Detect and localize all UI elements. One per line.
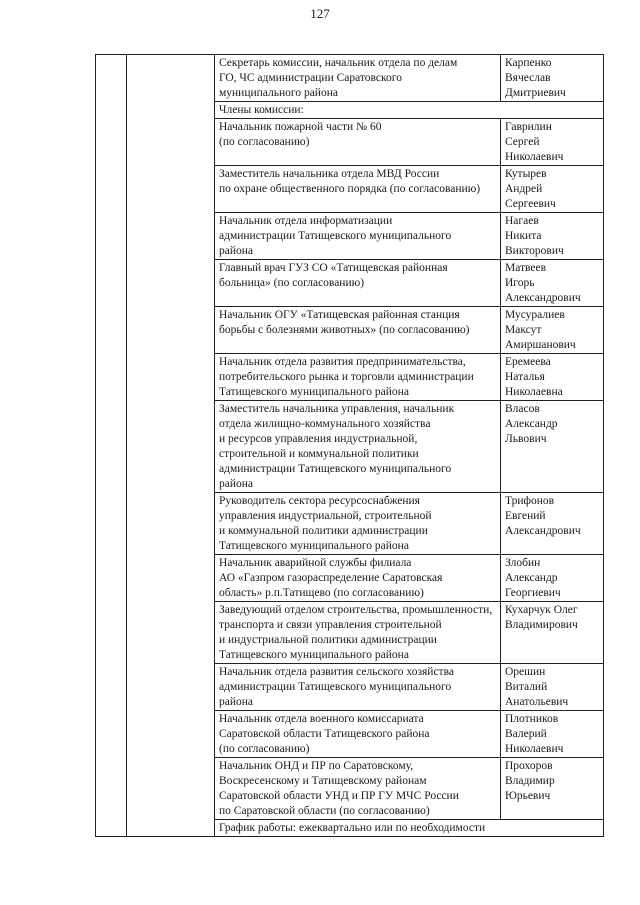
name-line: Матвеев	[505, 262, 547, 274]
name-line: Владимир	[505, 775, 555, 787]
position-line: администрации Татищевского муниципального	[219, 230, 452, 242]
position-line: строительной и коммунальной политики	[219, 448, 419, 460]
position-line: Заместитель начальника отдела МВД России	[219, 168, 440, 180]
position-line: (по согласованию)	[219, 743, 310, 755]
name-line: Евгений	[505, 510, 546, 522]
name-line: Львович	[505, 433, 547, 445]
name-line: Николаевич	[505, 743, 564, 755]
position-line: Начальник ОНД и ПР по Саратовскому,	[219, 760, 414, 772]
position-line: Татищевского муниципального района	[219, 386, 409, 398]
name-line: Александр	[505, 418, 558, 430]
name-line: Карпенко	[505, 57, 552, 69]
member-position	[215, 354, 501, 401]
name-line: Трифонов	[505, 495, 555, 507]
position-line: Начальник ОГУ «Татищевская районная станция	[219, 309, 460, 321]
name-line: Александр	[505, 572, 558, 584]
name-line: Игорь	[505, 277, 535, 289]
member-position	[215, 166, 501, 213]
position-line: Татищевского муниципального района	[219, 649, 409, 661]
schedule-text: График работы: ежеквартально или по необходимости	[215, 820, 604, 837]
name-line: Гаврилин	[505, 121, 552, 133]
blank-column-2	[127, 55, 215, 837]
position-line: отдела жилищно-коммунального хозяйства	[219, 418, 431, 430]
member-name	[501, 401, 604, 493]
position-line: района	[219, 245, 254, 257]
position-line: Заведующий отделом строительства, промышленности,	[219, 604, 493, 616]
position-line: Воскресенскому и Татищевскому районам	[219, 775, 427, 787]
member-position	[215, 401, 501, 493]
name-line: Сергей	[505, 136, 540, 148]
position-line: Начальник пожарной части № 60	[219, 121, 382, 133]
blank-column-1	[96, 55, 127, 837]
name-line: Нагаев	[505, 215, 539, 227]
name-line: Власов	[505, 403, 540, 415]
name-line: Мусуралиев	[505, 309, 565, 321]
name-line: Кутырев	[505, 168, 547, 180]
position-line: Начальник аварийной службы филиала	[219, 557, 412, 569]
member-name	[501, 354, 604, 401]
member-name	[501, 260, 604, 307]
name-line: Кухарчук Олег	[505, 604, 578, 616]
member-name	[501, 119, 604, 166]
position-line: по охране общественного порядка (по согласованию)	[219, 183, 481, 195]
position-line: АО «Газпром газораспределение Саратовская	[219, 572, 443, 584]
name-line: Максут	[505, 324, 542, 336]
name-line: Александрович	[505, 525, 581, 537]
position-line: больница» (по согласованию)	[219, 277, 365, 289]
member-name	[501, 555, 604, 602]
name-line: Юрьевич	[505, 790, 551, 802]
name-line: Георгиевич	[505, 587, 561, 599]
secretary-position	[215, 55, 501, 102]
name-line: Николаевич	[505, 151, 564, 163]
position-line: Начальник отдела военного комиссариата	[219, 713, 424, 725]
position-line: администрации Татищевского муниципального	[219, 681, 452, 693]
name-line: Никита	[505, 230, 542, 242]
member-position	[215, 307, 501, 354]
name-line: Дмитриевич	[505, 87, 566, 99]
position-line: Начальник отдела развития предпринимательства,	[219, 356, 466, 368]
position-line: Главный врач ГУЗ СО «Татищевская районная	[219, 262, 448, 274]
position-line: (по согласованию)	[219, 136, 310, 148]
member-name	[501, 758, 604, 820]
position-line: ГО, ЧС администрации Саратовского	[219, 72, 402, 84]
position-line: и коммунальной политики администрации	[219, 525, 428, 537]
name-line: Злобин	[505, 557, 541, 569]
position-line: борьбы с болезнями животных» (по согласованию)	[219, 324, 470, 336]
member-position	[215, 493, 501, 555]
name-line: Амиршанович	[505, 339, 576, 351]
name-line: Виталий	[505, 681, 548, 693]
member-position	[215, 602, 501, 664]
page-number: 127	[310, 6, 330, 21]
position-line: по Саратовской области (по согласованию)	[219, 805, 430, 817]
position-line: Татищевского муниципального района	[219, 540, 409, 552]
position-line: Начальник отдела информатизации	[219, 215, 393, 227]
name-line: Александрович	[505, 292, 581, 304]
member-name	[501, 213, 604, 260]
position-line: область» р.п.Татищево (по согласованию)	[219, 587, 424, 599]
position-line: муниципального района	[219, 87, 338, 99]
name-line: Николаевна	[505, 386, 563, 398]
member-position	[215, 555, 501, 602]
position-line: и ресурсов управления индустриальной,	[219, 433, 418, 445]
position-line: района	[219, 696, 254, 708]
member-name	[501, 166, 604, 213]
position-line: и индустриальной политики администрации	[219, 634, 437, 646]
position-line: Саратовской области УНД и ПР ГУ МЧС России	[219, 790, 459, 802]
name-line: Валерий	[505, 728, 547, 740]
name-line: Прохоров	[505, 760, 553, 772]
member-name	[501, 602, 604, 664]
name-line: Викторович	[505, 245, 564, 257]
position-line: администрации Татищевского муниципального	[219, 463, 452, 475]
name-line: Еремеева	[505, 356, 551, 368]
position-line: Секретарь комиссии, начальник отдела по делам	[219, 57, 458, 69]
member-position	[215, 260, 501, 307]
name-line: Анатольевич	[505, 696, 569, 708]
secretary-row	[96, 55, 604, 102]
members-heading: Члены комиссии:	[215, 102, 604, 119]
name-line: Сергеевич	[505, 198, 556, 210]
name-line: Орешин	[505, 666, 546, 678]
position-line: Начальник отдела развития сельского хозяйства	[219, 666, 454, 678]
position-line: Саратовской области Татищевского района	[219, 728, 430, 740]
position-line: транспорта и связи управления строительной	[219, 619, 442, 631]
name-line: Наталья	[505, 371, 545, 383]
position-line: района	[219, 478, 254, 490]
committee-table	[95, 54, 604, 837]
member-position	[215, 758, 501, 820]
member-name	[501, 664, 604, 711]
member-name	[501, 711, 604, 758]
member-name	[501, 307, 604, 354]
position-line: управления индустриальной, строительной	[219, 510, 432, 522]
position-line: Руководитель сектора ресурсоснабжения	[219, 495, 420, 507]
member-position	[215, 711, 501, 758]
member-position	[215, 213, 501, 260]
position-line: потребительского рынка и торговли администрации	[219, 371, 474, 383]
position-line: Заместитель начальника управления, начальник	[219, 403, 455, 415]
member-position	[215, 664, 501, 711]
member-name	[501, 493, 604, 555]
name-line: Вячеслав	[505, 72, 551, 84]
name-line: Плотников	[505, 713, 559, 725]
name-line: Андрей	[505, 183, 543, 195]
name-line: Владимирович	[505, 619, 578, 631]
secretary-name	[501, 55, 604, 102]
member-position	[215, 119, 501, 166]
